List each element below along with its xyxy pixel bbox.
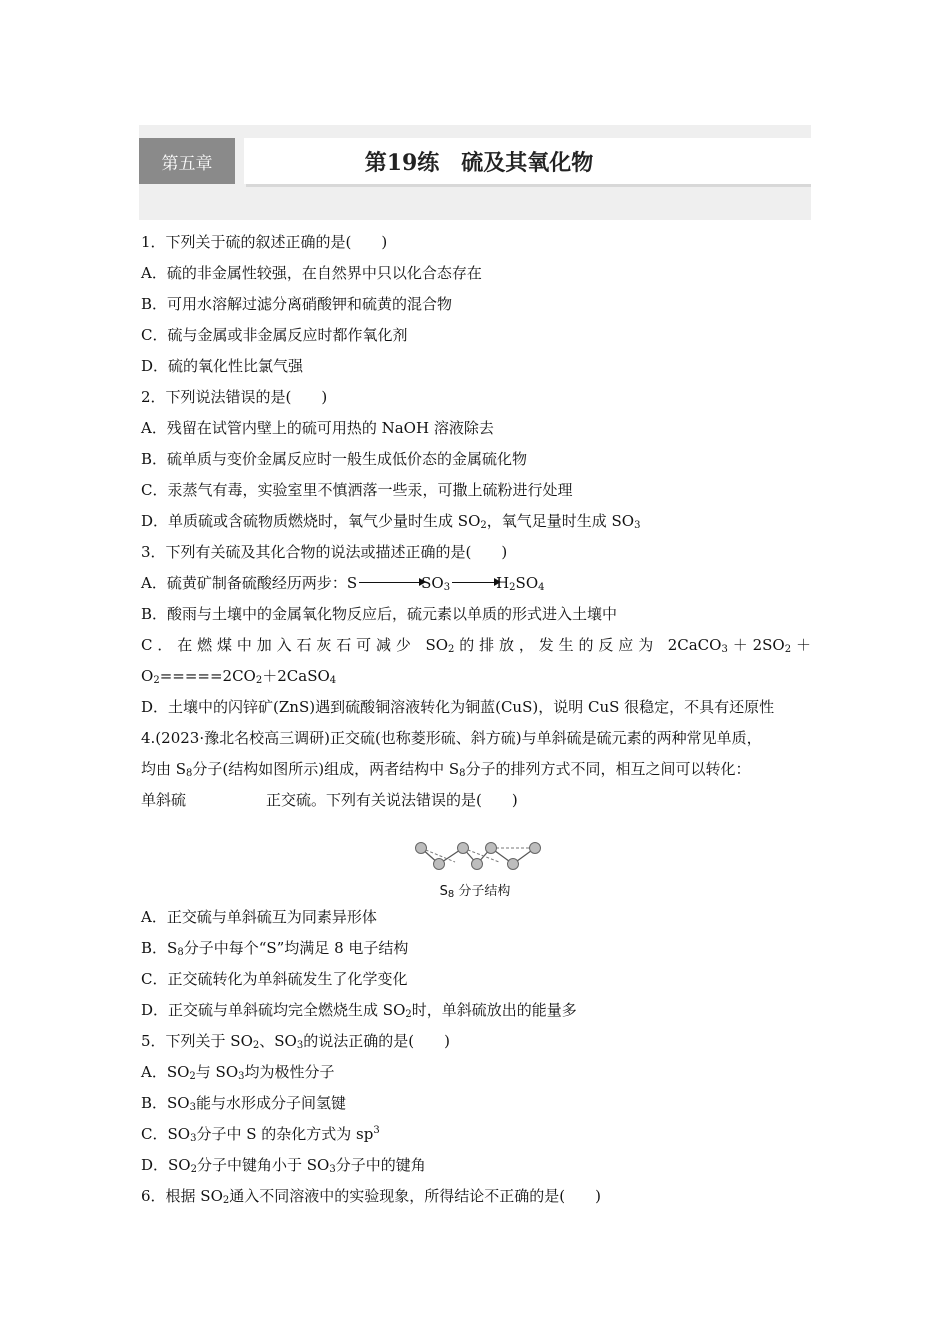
subscript: 2 <box>222 1195 230 1206</box>
question-list <box>141 227 811 1212</box>
text-run: 5．下列关于 SO <box>141 1032 253 1050</box>
subscript: 8 <box>459 768 466 779</box>
q1-option-d: D．硫的氧化性比氯气强 <box>141 357 304 375</box>
text-run: 分子的排列方式不同，相互之间可以转化： <box>465 760 751 778</box>
subscript: 8 <box>177 947 184 958</box>
q2-option-b: B．硫单质与变价金属反应时一般生成低价态的金属硫化物 <box>141 450 528 468</box>
text-run: 均为极性分子 <box>244 1063 335 1081</box>
q5-option-a <box>141 1057 811 1088</box>
superscript: 3 <box>373 1125 380 1136</box>
subscript: 3 <box>634 520 641 531</box>
text-run: 均由 S <box>141 760 187 778</box>
q1-stem: 1．下列关于硫的叙述正确的是( ) <box>141 233 388 251</box>
text-run: 分子中 S 的杂化方式为 sp <box>196 1125 374 1143</box>
subscript: 2 <box>190 1164 197 1175</box>
subscript: 3 <box>329 1164 336 1175</box>
page-title: 第19练 硫及其氧化物 <box>364 149 594 176</box>
q3-option-d: D．土壤中的闪锌矿(ZnS)遇到硫酸铜溶液转化为铜蓝(CuS)，说明 CuS 很稳定，不具有还原性 <box>141 698 775 716</box>
text-run: 的排放，发生的反应为 2CaCO <box>454 636 722 654</box>
subscript: 2 <box>153 675 160 686</box>
q5-option-d <box>141 1150 811 1181</box>
sulfur-atom <box>416 843 427 854</box>
subscript: 2 <box>252 1040 260 1051</box>
q1-option-c: C．硫与金属或非金属反应时都作氧化剂 <box>141 326 408 344</box>
q3-option-c-line2 <box>141 661 811 692</box>
text-run: ＋2CaSO <box>262 667 330 685</box>
text-run: 正交硫。下列有关说法错误的是( ) <box>266 791 518 809</box>
text-run: 与 SO <box>195 1063 239 1081</box>
s8-structure-figure <box>405 836 545 906</box>
subscript: 3 <box>190 1133 197 1144</box>
sulfur-atom <box>530 843 541 854</box>
subscript: 3 <box>721 644 728 655</box>
q5-option-b <box>141 1088 811 1119</box>
subscript: 8 <box>447 889 455 900</box>
text-run: A．硫黄矿制备硫酸经历两步：S <box>141 574 358 592</box>
q5-stem <box>141 1026 811 1057</box>
q2-option-a: A．残留在试管内壁上的硫可用热的 NaOH 溶液除去 <box>141 419 494 437</box>
q1-option-b: B．可用水溶解过滤分离硝酸钾和硫黄的混合物 <box>141 295 453 313</box>
subscript: 2 <box>480 520 487 531</box>
text-run: D．单质硫或含硫物质燃烧时，氧气少量时生成 SO <box>141 512 481 530</box>
q2-option-d <box>141 506 811 537</box>
subscript: 2 <box>255 675 263 686</box>
subscript: 2 <box>189 1071 196 1082</box>
chapter-tab <box>139 138 235 184</box>
q3-option-a <box>141 568 811 599</box>
sulfur-atom <box>508 859 519 870</box>
q5-option-c <box>141 1119 811 1150</box>
sulfur-atom <box>458 843 469 854</box>
subscript: 8 <box>186 768 193 779</box>
subscript: 3 <box>296 1040 304 1051</box>
text-run: H <box>496 574 510 592</box>
text-run: 时，单斜硫放出的能量多 <box>411 1001 577 1019</box>
reaction-arrow-icon <box>359 582 421 583</box>
header-underline <box>246 184 811 187</box>
q1-option-a: A．硫的非金属性较强，在自然界中只以化合态存在 <box>141 264 482 282</box>
sulfur-atom <box>472 859 483 870</box>
text-run: =====2CO <box>159 667 256 685</box>
text-run: 能与水形成分子间氢键 <box>195 1094 346 1112</box>
q4-stem-line1: 4.(2023·豫北名校高三调研)正交硫(也称菱形硫、斜方硫)与单斜硫是硫元素的两种常见单质， <box>141 729 762 747</box>
q4-option-a: A．正交硫与单斜硫互为同素异形体 <box>141 908 377 926</box>
text-run: 通入不同溶液中的实验现象，所得结论不正确的是( ) <box>229 1187 601 1205</box>
reaction-arrow-icon <box>452 582 496 583</box>
chapter-label: 第五章 <box>161 153 213 174</box>
text-run: SO <box>515 574 539 592</box>
text-run: 的说法正确的是( ) <box>303 1032 450 1050</box>
subscript: 4 <box>329 675 337 686</box>
text-run: ＋2SO <box>727 636 785 654</box>
q4-stem-line2 <box>141 754 811 785</box>
subscript: 2 <box>784 644 792 655</box>
text-run: A．SO <box>141 1063 190 1081</box>
text-run: SO <box>421 574 444 592</box>
subscript: 3 <box>189 1102 196 1113</box>
subscript: 4 <box>538 582 545 593</box>
text-run: C．在燃煤中加入石灰石可减少 SO <box>141 636 449 654</box>
text-run: D．正交硫与单斜硫均完全燃烧生成 SO <box>141 1001 406 1019</box>
text-run: O <box>141 667 154 685</box>
q4-stem-line3 <box>141 785 811 816</box>
subscript: 2 <box>509 582 516 593</box>
subscript: 3 <box>238 1071 245 1082</box>
text-run: 、SO <box>259 1032 297 1050</box>
subscript: 2 <box>405 1009 412 1020</box>
text-run: S <box>439 884 448 899</box>
text-run: 6．根据 SO <box>141 1187 223 1205</box>
text-run: 分子结构 <box>454 884 511 899</box>
text-run: ＋ <box>791 636 811 654</box>
text-run: C．SO <box>141 1125 191 1143</box>
q2-stem: 2．下列说法错误的是( ) <box>141 388 328 406</box>
text-run: ，氧气足量时生成 SO <box>486 512 635 530</box>
text-run: B．S <box>141 939 178 957</box>
subscript: 2 <box>448 644 455 655</box>
q4-option-b <box>141 933 811 964</box>
text-run: 分子中键角小于 SO <box>196 1156 330 1174</box>
q2-option-c: C．汞蒸气有毒，实验室里不慎洒落一些汞，可撒上硫粉进行处理 <box>141 481 573 499</box>
text-run: B．SO <box>141 1094 190 1112</box>
text-run: 单斜硫 <box>141 791 187 809</box>
text-run: 分子中每个“S”均满足 8 电子结构 <box>183 939 409 957</box>
q3-option-b: B．酸雨与土壤中的金属氧化物反应后，硫元素以单质的形式进入土壤中 <box>141 605 618 623</box>
q4-option-c: C．正交硫转化为单斜硫发生了化学变化 <box>141 970 408 988</box>
sulfur-atom <box>486 843 497 854</box>
sulfur-atom <box>434 859 445 870</box>
q3-stem: 3．下列有关硫及其化合物的说法或描述正确的是( ) <box>141 543 508 561</box>
subscript: 3 <box>443 582 451 593</box>
q3-option-c-line1 <box>141 630 811 661</box>
figure-caption <box>405 880 545 899</box>
text-run: 分子中的键角 <box>335 1156 426 1174</box>
s8-molecule-diagram <box>405 836 545 880</box>
q6-stem <box>141 1181 811 1212</box>
text-run: D．SO <box>141 1156 191 1174</box>
text-run: 分子(结构如图所示)组成，两者结构中 S <box>192 760 460 778</box>
q4-option-d <box>141 995 811 1026</box>
